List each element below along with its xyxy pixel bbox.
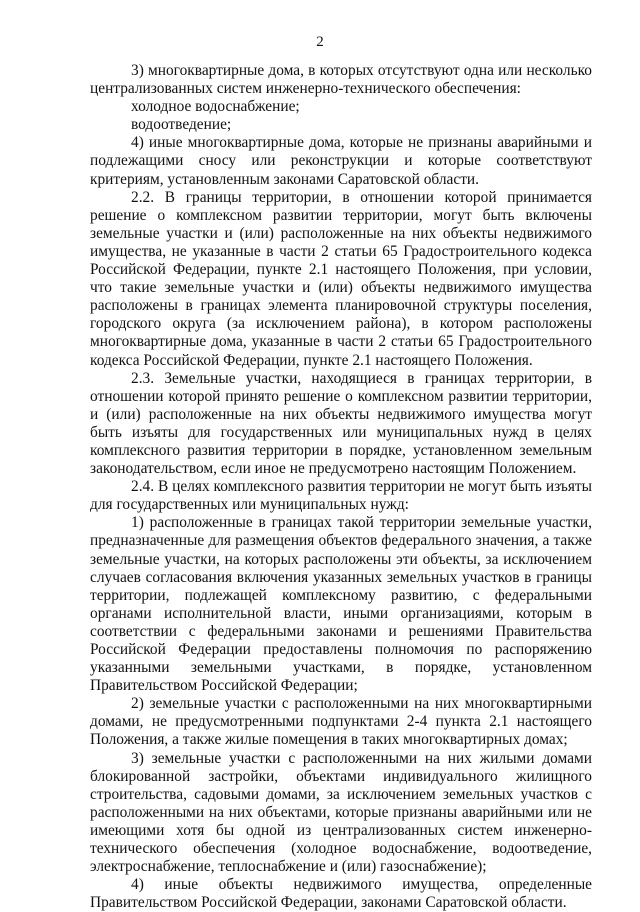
paragraph-cold-water-supply: холодное водоснабжение; xyxy=(131,98,300,116)
document-body xyxy=(90,62,592,912)
paragraph-section-2-4-item-1: 1) расположенные в границах такой территории земельные участки, предназначенные для размещения объектов федерального значения, а также земельные участки, на которых расположены эти объекты, за исключением случаев согласования включения указанных земельных участков в границы территории, подлежащей комплексному развитию, с федеральными органами исполнительной власти, иными организациями, которым в соответствии с федеральными законами и решениями Правительства Российской Федерации предоставлены полномочия по распоряжению указанными земельными участками, в порядке, установленном Правительством Российской Федерации; xyxy=(90,514,592,695)
paragraph-item-3-apartment-buildings: 3) многоквартирные дома, в которых отсутствуют одна или несколько централизованных систем инженерно-технического обеспечения: xyxy=(90,62,592,98)
paragraph-section-2-4: 2.4. В целях комплексного развития территории не могут быть изъяты для государственных или муниципальных нужд: xyxy=(90,478,592,514)
paragraph-section-2-3: 2.3. Земельные участки, находящиеся в границах территории, в отношении которой принято решение о комплексном развитии территории, и (или) расположенные на них объекты недвижимого имущества могут быть изъяты для государственных или муниципальных нужд в целях комплексного развития территории в порядке, установленном земельным законодательством, если иное не предусмотрено настоящим Положением. xyxy=(90,369,592,478)
paragraph-section-2-4-item-4: 4) иные объекты недвижимого имущества, определенные Правительством Российской Федерации, законами Саратовской области. xyxy=(90,876,592,912)
page-number: 2 xyxy=(316,34,324,50)
paragraph-section-2-4-item-2: 2) земельные участки с расположенными на них многоквартирными домами, не предусмотренными подпунктами 2-4 пункта 2.1 настоящего Положения, а также жилые помещения в таких многоквартирных домах; xyxy=(90,695,592,749)
paragraph-water-disposal: водоотведение; xyxy=(131,116,232,134)
paragraph-item-4-other-apartment-buildings: 4) иные многоквартирные дома, которые не признаны аварийными и подлежащими сносу или реконструкции и которые соответствуют критериям, установленным законами Саратовской области. xyxy=(90,134,592,188)
paragraph-section-2-2: 2.2. В границы территории, в отношении которой принимается решение о комплексном развитии территории, могут быть включены земельные участки и (или) расположенные на них объекты недвижимого имущества, не указанные в части 2 статьи 65 Градостроительного кодекса Российской Федерации, пункте 2.1 настоящего Положения, при условии, что такие земельные участки и (или) объекты недвижимого имущества расположены в границах элемента планировочной структуры поселения, городского округа (за исключением района), в котором расположены многоквартирные дома, указанные в части 2 статьи 65 Градостроительного кодекса Российской Федерации, пункте 2.1 настоящего Положения. xyxy=(90,188,592,369)
paragraph-section-2-4-item-3: 3) земельные участки с расположенными на них жилыми домами блокированной застройки, объектами индивидуального жилищного строительства, садовыми домами, за исключением земельных участков с расположенными на них объектами, которые признаны аварийными или не имеющими хотя бы одной из централизованных систем инженерно-технического обеспечения (холодное водоснабжение, водоотведение, электроснабжение, теплоснабжение и (или) газоснабжение); xyxy=(90,749,592,876)
